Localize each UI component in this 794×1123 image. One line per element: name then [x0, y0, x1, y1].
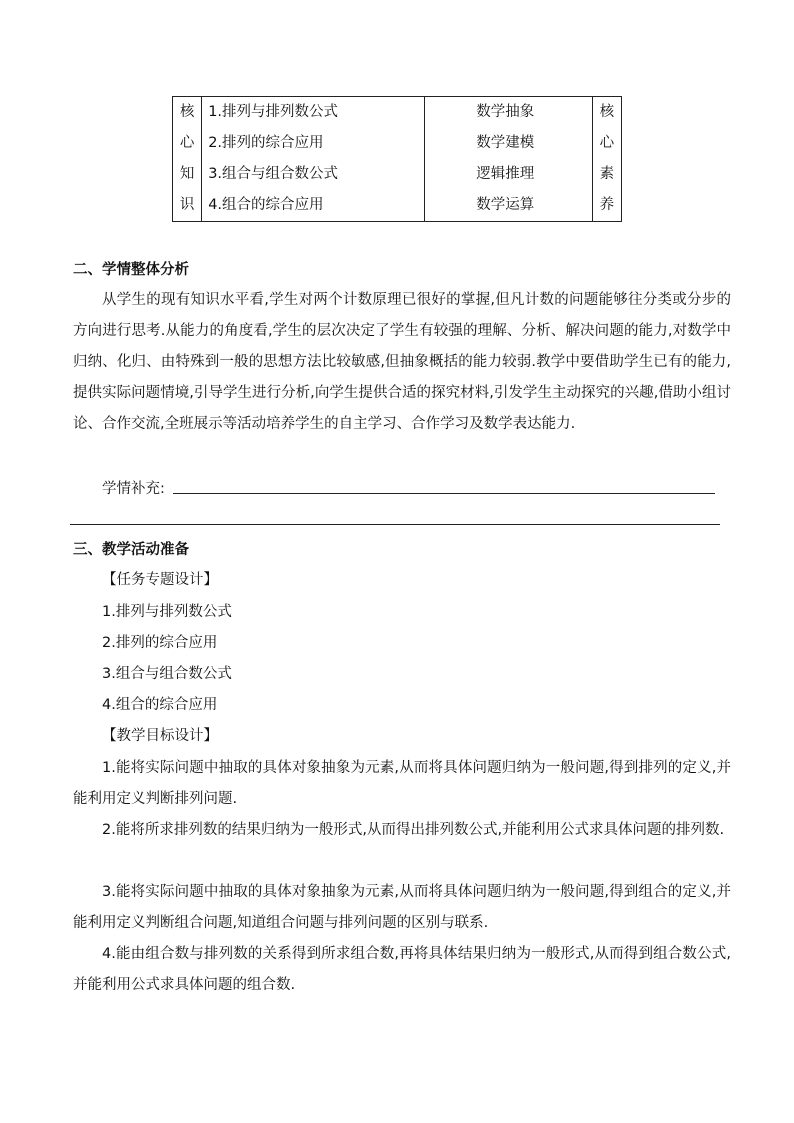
knowledge-list-cell: [202, 97, 424, 222]
label-char: 素: [599, 166, 615, 182]
knowledge-item: 4.组合的综合应用: [208, 197, 324, 213]
section-heading-learner-analysis: 二、学情整体分析: [73, 262, 189, 278]
supplement-fill-line[interactable]: [173, 493, 715, 494]
literacy-item: 数学建模: [476, 135, 535, 151]
knowledge-item: 3.组合与组合数公式: [208, 166, 339, 182]
section-heading-activity-prep: 三、教学活动准备: [73, 542, 189, 558]
core-knowledge-label: [173, 97, 202, 222]
supplement-fill-line-2[interactable]: [70, 524, 720, 525]
label-char: 养: [599, 197, 615, 213]
literacy-item: 逻辑推理: [476, 166, 535, 182]
label-char: 识: [179, 197, 195, 213]
goal-item: 3.能将实际问题中抽取的具体对象抽象为元素,从而将具体问题归纳为一般问题,得到组合的定义,并能利用定义判断组合问题,知道组合问题与排列问题的区别与联系.: [73, 884, 731, 931]
goal-design-title: 【教学目标设计】: [102, 728, 218, 744]
label-char: 知: [179, 166, 195, 182]
task-design-title: 【任务专题设计】: [102, 572, 218, 588]
label-char: 心: [599, 135, 615, 151]
task-item: 4.组合的综合应用: [102, 697, 218, 713]
knowledge-item: 1.排列与排列数公式: [208, 104, 339, 120]
goal-item: 4.能由组合数与排列数的关系得到所求组合数,再将具体结果归纳为一般形式,从而得到组合数公式,并能利用公式求具体问题的组合数.: [73, 946, 731, 993]
task-item: 2.排列的综合应用: [102, 635, 218, 651]
core-literacy-label: [592, 97, 621, 222]
literacy-item: 数学抽象: [476, 104, 535, 120]
literacy-item: 数学运算: [476, 197, 535, 213]
label-char: 心: [179, 135, 195, 151]
learner-supplement-label: 学情补充:: [102, 481, 165, 497]
goal-item: 1.能将实际问题中抽取的具体对象抽象为元素,从而将具体问题归纳为一般问题,得到排列的定义,并能利用定义判断排列问题.: [73, 760, 731, 807]
knowledge-item: 2.排列的综合应用: [208, 135, 324, 151]
literacy-list-cell: [424, 97, 592, 222]
label-char: 核: [179, 104, 195, 120]
core-knowledge-table: [172, 96, 622, 222]
task-item: 1.排列与排列数公式: [102, 604, 232, 620]
task-item: 3.组合与组合数公式: [102, 666, 232, 682]
learner-analysis-paragraph: 从学生的现有知识水平看,学生对两个计数原理已很好的掌握,但凡计数的问题能够往分类或分步的方向进行思考.从能力的角度看,学生的层次决定了学生有较强的理解、分析、解决问题的能力,对数学中归纳、化归、由特殊到一般的思想方法比较敏感,但抽象概括的能力较弱.教学中要借助学生已有的能力,提供实际问题情境,引导学生进行分析,向学生提供合适的探究材料,引发学生主动探究的兴趣,借助小组讨论、合作交流,全班展示等活动培养学生的自主学习、合作学习及数学表达能力.: [73, 292, 731, 432]
label-char: 核: [599, 104, 615, 120]
goal-item: 2.能将所求排列数的结果归纳为一般形式,从而得出排列数公式,并能利用公式求具体问题的排列数.: [102, 822, 725, 838]
